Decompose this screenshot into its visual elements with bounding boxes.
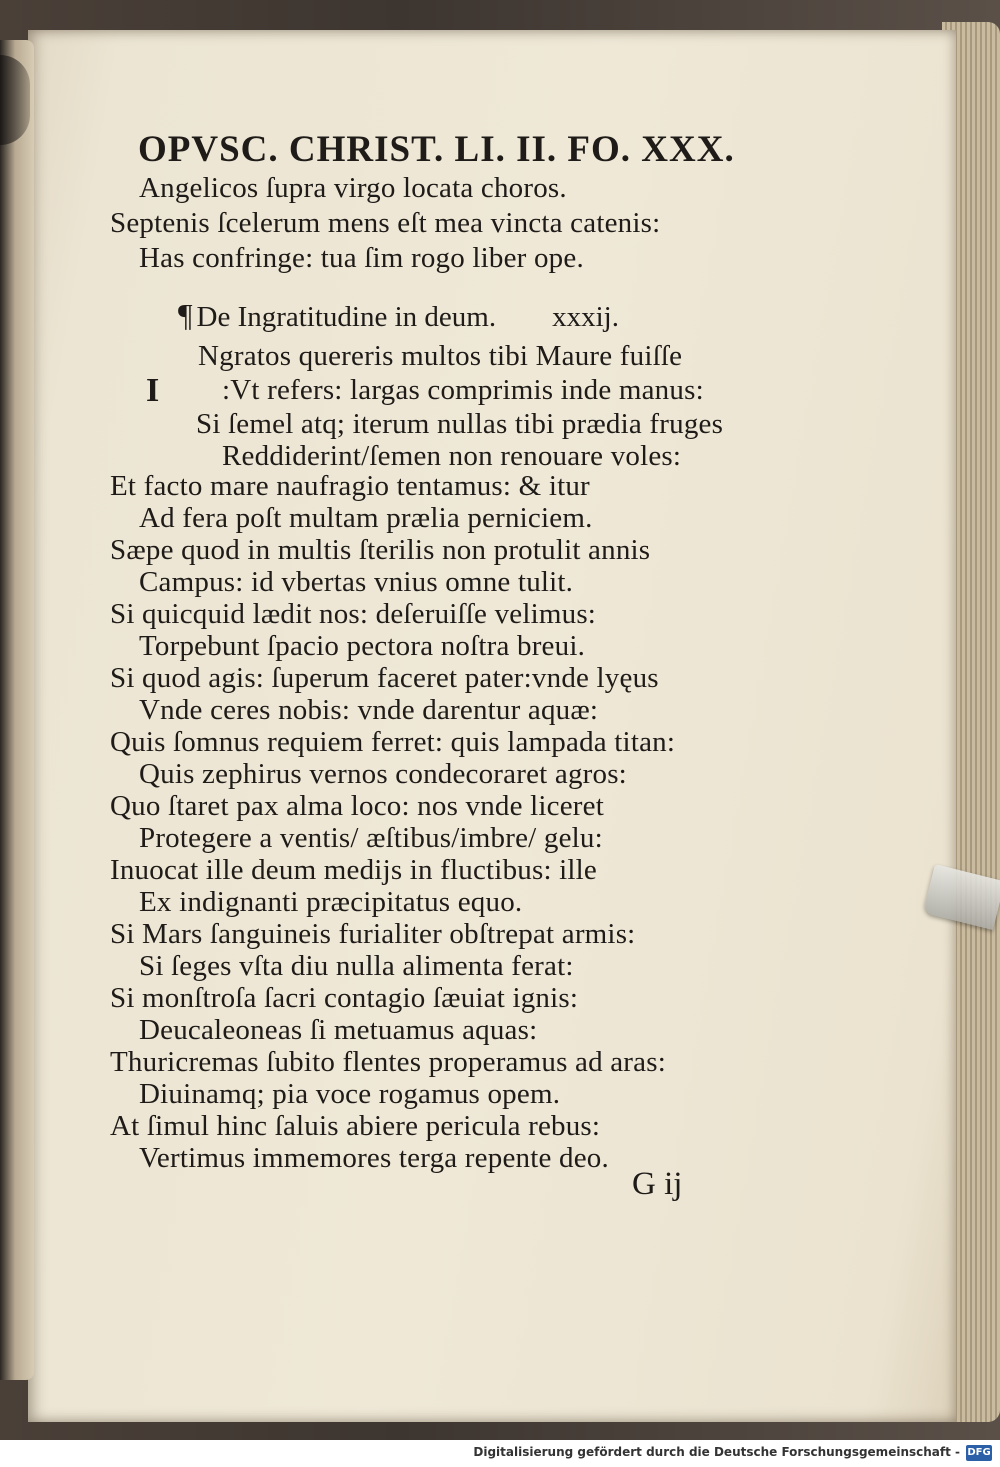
poem-heading [178, 297, 619, 334]
running-header: OPVSC. CHRIST. LI. II. FO. XXX. [138, 129, 735, 170]
dfg-logo: DFG [966, 1445, 992, 1461]
verse-line: Diuinamq; pia voce rogamus opem. [139, 1078, 561, 1110]
verse-line: Si quicquid lædit nos: deſeruiſſe velimus: [110, 598, 597, 630]
verse-line: Angelicos ſupra virgo locata choros. [139, 172, 567, 204]
verse-line: Protegere a ventis/ æſtibus/imbre/ gelu: [139, 822, 603, 854]
verse-line: Ngratos quereris multos tibi Maure fuiſſe [198, 340, 683, 372]
verse-line: Vertimus immemores terga repente deo. [139, 1142, 609, 1174]
verse-line: Sæpe quod in multis ſterilis non protulit annis [110, 534, 651, 566]
poem-number: xxxij. [552, 301, 619, 333]
verse-line: Si ſemel atq; iterum nullas tibi prædia fruges [196, 408, 724, 440]
verse-line: Septenis ſcelerum mens eſt mea vincta catenis: [110, 207, 661, 239]
verse-line: Si quod agis: ſuperum faceret pater:vnde lyęus [110, 662, 659, 694]
verse-line: Quis zephirus vernos condecoraret agros: [139, 758, 627, 790]
verse-line: Quo ſtaret pax alma loco: nos vnde liceret [110, 790, 604, 822]
signature-mark: G ij [632, 1166, 683, 1202]
verse-line: Vnde ceres nobis: vnde darentur aquæ: [139, 694, 599, 726]
footer-bar [0, 1440, 1000, 1467]
verse-line: Si Mars ſanguineis furialiter obſtrepat armis: [110, 918, 636, 950]
verse-line: Ex indignanti præcipitatus equo. [139, 886, 523, 918]
pilcrow-mark: ¶ [178, 297, 193, 333]
verse-line: Campus: id vbertas vnius omne tulit. [139, 566, 574, 598]
poem-title: De Ingratitudine in deum. [196, 301, 497, 333]
verse-line: Inuocat ille deum medijs in fluctibus: ille [110, 854, 598, 886]
verse-line: Deucaleoneas ſi metuamus aquas: [139, 1014, 538, 1046]
verse-line: Has confringe: tua ſim rogo liber ope. [139, 242, 584, 274]
verse-line: At ſimul hinc ſaluis abiere pericula rebus: [110, 1110, 601, 1142]
verse-line: Quis ſomnus requiem ferret: quis lampada titan: [110, 726, 676, 758]
verse-line: Reddiderint/ſemen non renouare voles: [222, 440, 682, 472]
verse-line: Si monſtroſa ſacri contagio ſæuiat ignis: [110, 982, 579, 1014]
verse-line: Ad fera poſt multam prælia perniciem. [139, 502, 593, 534]
initial-letter: I [146, 372, 160, 409]
verse-line: Et facto mare naufragio tentamus: & itur [110, 470, 590, 502]
verse-line: Thuricremas ſubito flentes properamus ad aras: [110, 1046, 666, 1078]
verse-line: Si ſeges vſta diu nulla alimenta ferat: [139, 950, 574, 982]
funding-credit: Digitalisierung gefördert durch die Deutsche Forschungsgemeinschaft - [473, 1445, 960, 1459]
verse-line: Torpebunt ſpacio pectora noſtra breui. [139, 630, 586, 662]
verse-line: :Vt refers: largas comprimis inde manus: [222, 374, 704, 406]
